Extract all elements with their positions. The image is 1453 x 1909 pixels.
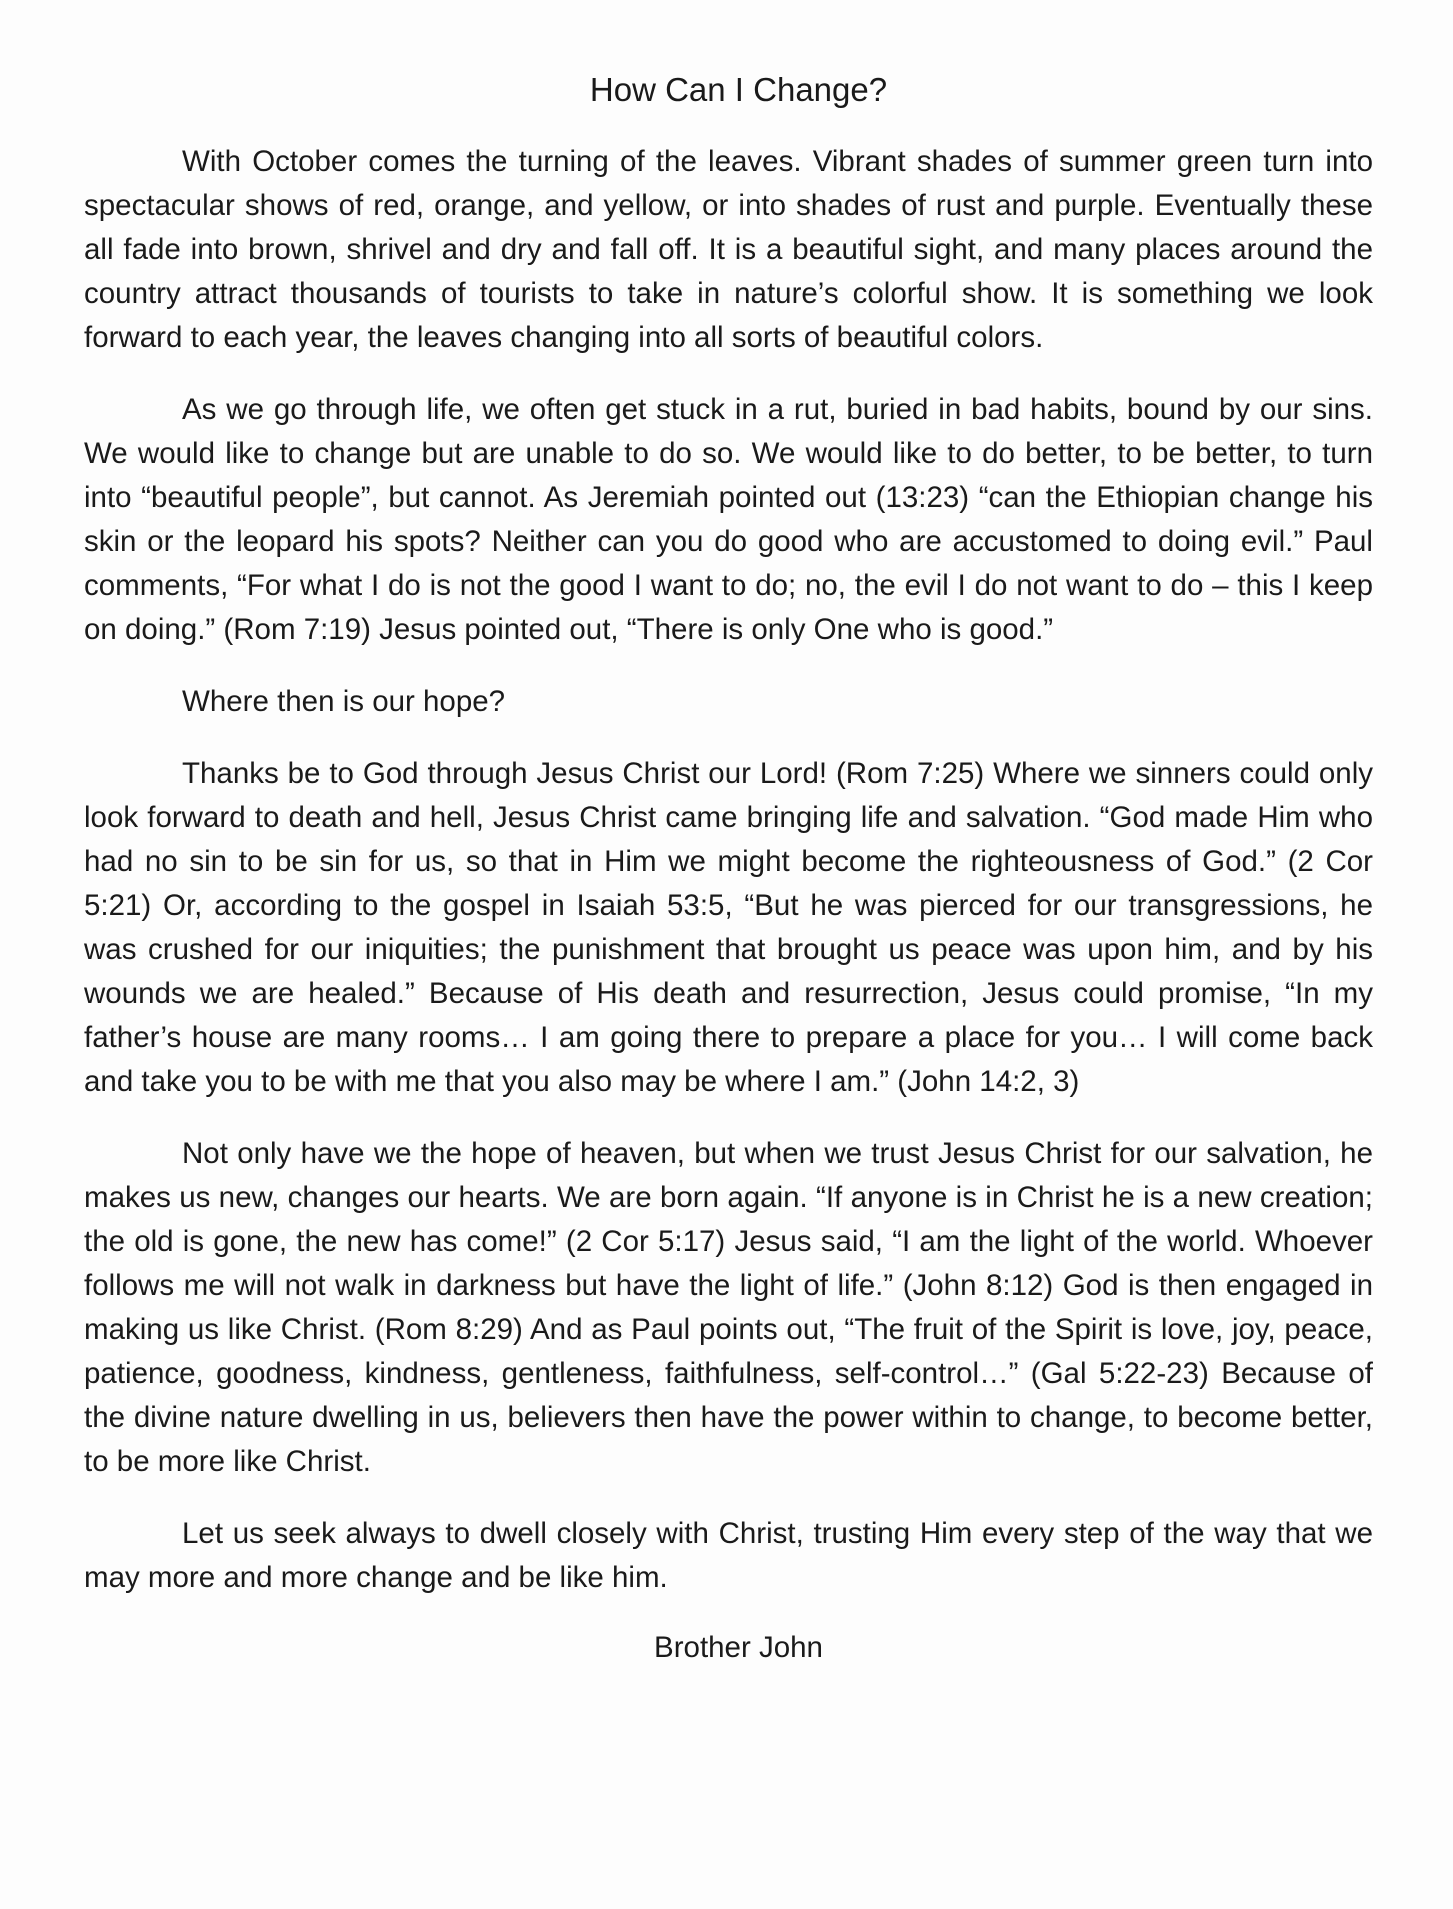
paragraph-stuck-in-rut: As we go through life, we often get stuck in a rut, buried in bad habits, bound by our sins. We would like to change but are unable to do so. We would like to do better, to be better, to turn into “beautiful people”, but cannot. As Jeremiah pointed out (13:23) “can the Ethiopian change his skin or the leopard his spots? Neither can you do good who are accustomed to doing evil.” Paul comments, “For what I do is not the good I want to do; no, the evil I do not want to do – this I keep on doing.” (Rom 7:19) Jesus pointed out, “There is only One who is good.” — [84, 393, 1373, 646]
paragraph-thanks-be-to-god: Thanks be to God through Jesus Christ our Lord! (Rom 7:25) Where we sinners could only look forward to death and hell, Jesus Christ came bringing life and salvation. “God made Him who had no sin to be sin for us, so that in Him we might become the righteousness of God.” (2 Cor 5:21) Or, according to the gospel in Isaiah 53:5, “But he was pierced for our transgressions, he was crushed for our iniquities; the punishment that brought us peace was upon him, and by his wounds we are healed.” Because of His death and resurrection, Jesus could promise, “In my father’s house are many rooms… I am going there to prepare a place for you… I will come back and take you to be with me that you also may be where I am.” (John 14:2, 3) — [84, 757, 1373, 1098]
paragraph-closing: Let us seek always to dwell closely with Christ, trusting Him every step of the way that we may more and more change and be like him. — [84, 1517, 1373, 1594]
paragraph-hope-question: Where then is our hope? — [182, 685, 506, 718]
paragraph-new-creation: Not only have we the hope of heaven, but when we trust Jesus Christ for our salvation, he makes us new, changes our hearts. We are born again. “If anyone is in Christ he is a new creation; the old is gone, the new has come!” (2 Cor 5:17) Jesus said, “I am the light of the world. Whoever follows me will not walk in darkness but have the light of life.” (John 8:12) God is then engaged in making us like Christ. (Rom 8:29) And as Paul points out, “The fruit of the Spirit is love, joy, peace, patience, goodness, kindness, gentleness, faithfulness, self-control…” (Gal 5:22-23) Because of the divine nature dwelling in us, believers then have the power within to change, to become better, to be more like Christ. — [84, 1137, 1373, 1478]
signature: Brother John — [654, 1631, 823, 1664]
page-title: How Can I Change? — [589, 71, 888, 108]
paragraph-leaves: With October comes the turning of the leaves. Vibrant shades of summer green turn into spectacular shows of red, orange, and yellow, or into shades of rust and purple. Eventually these all fade into brown, shrivel and dry and fall off. It is a beautiful sight, and many places around the country attract thousands of tourists to take in nature’s colorful show. It is something we look forward to each year, the leaves changing into all sorts of beautiful colors. — [84, 145, 1373, 354]
